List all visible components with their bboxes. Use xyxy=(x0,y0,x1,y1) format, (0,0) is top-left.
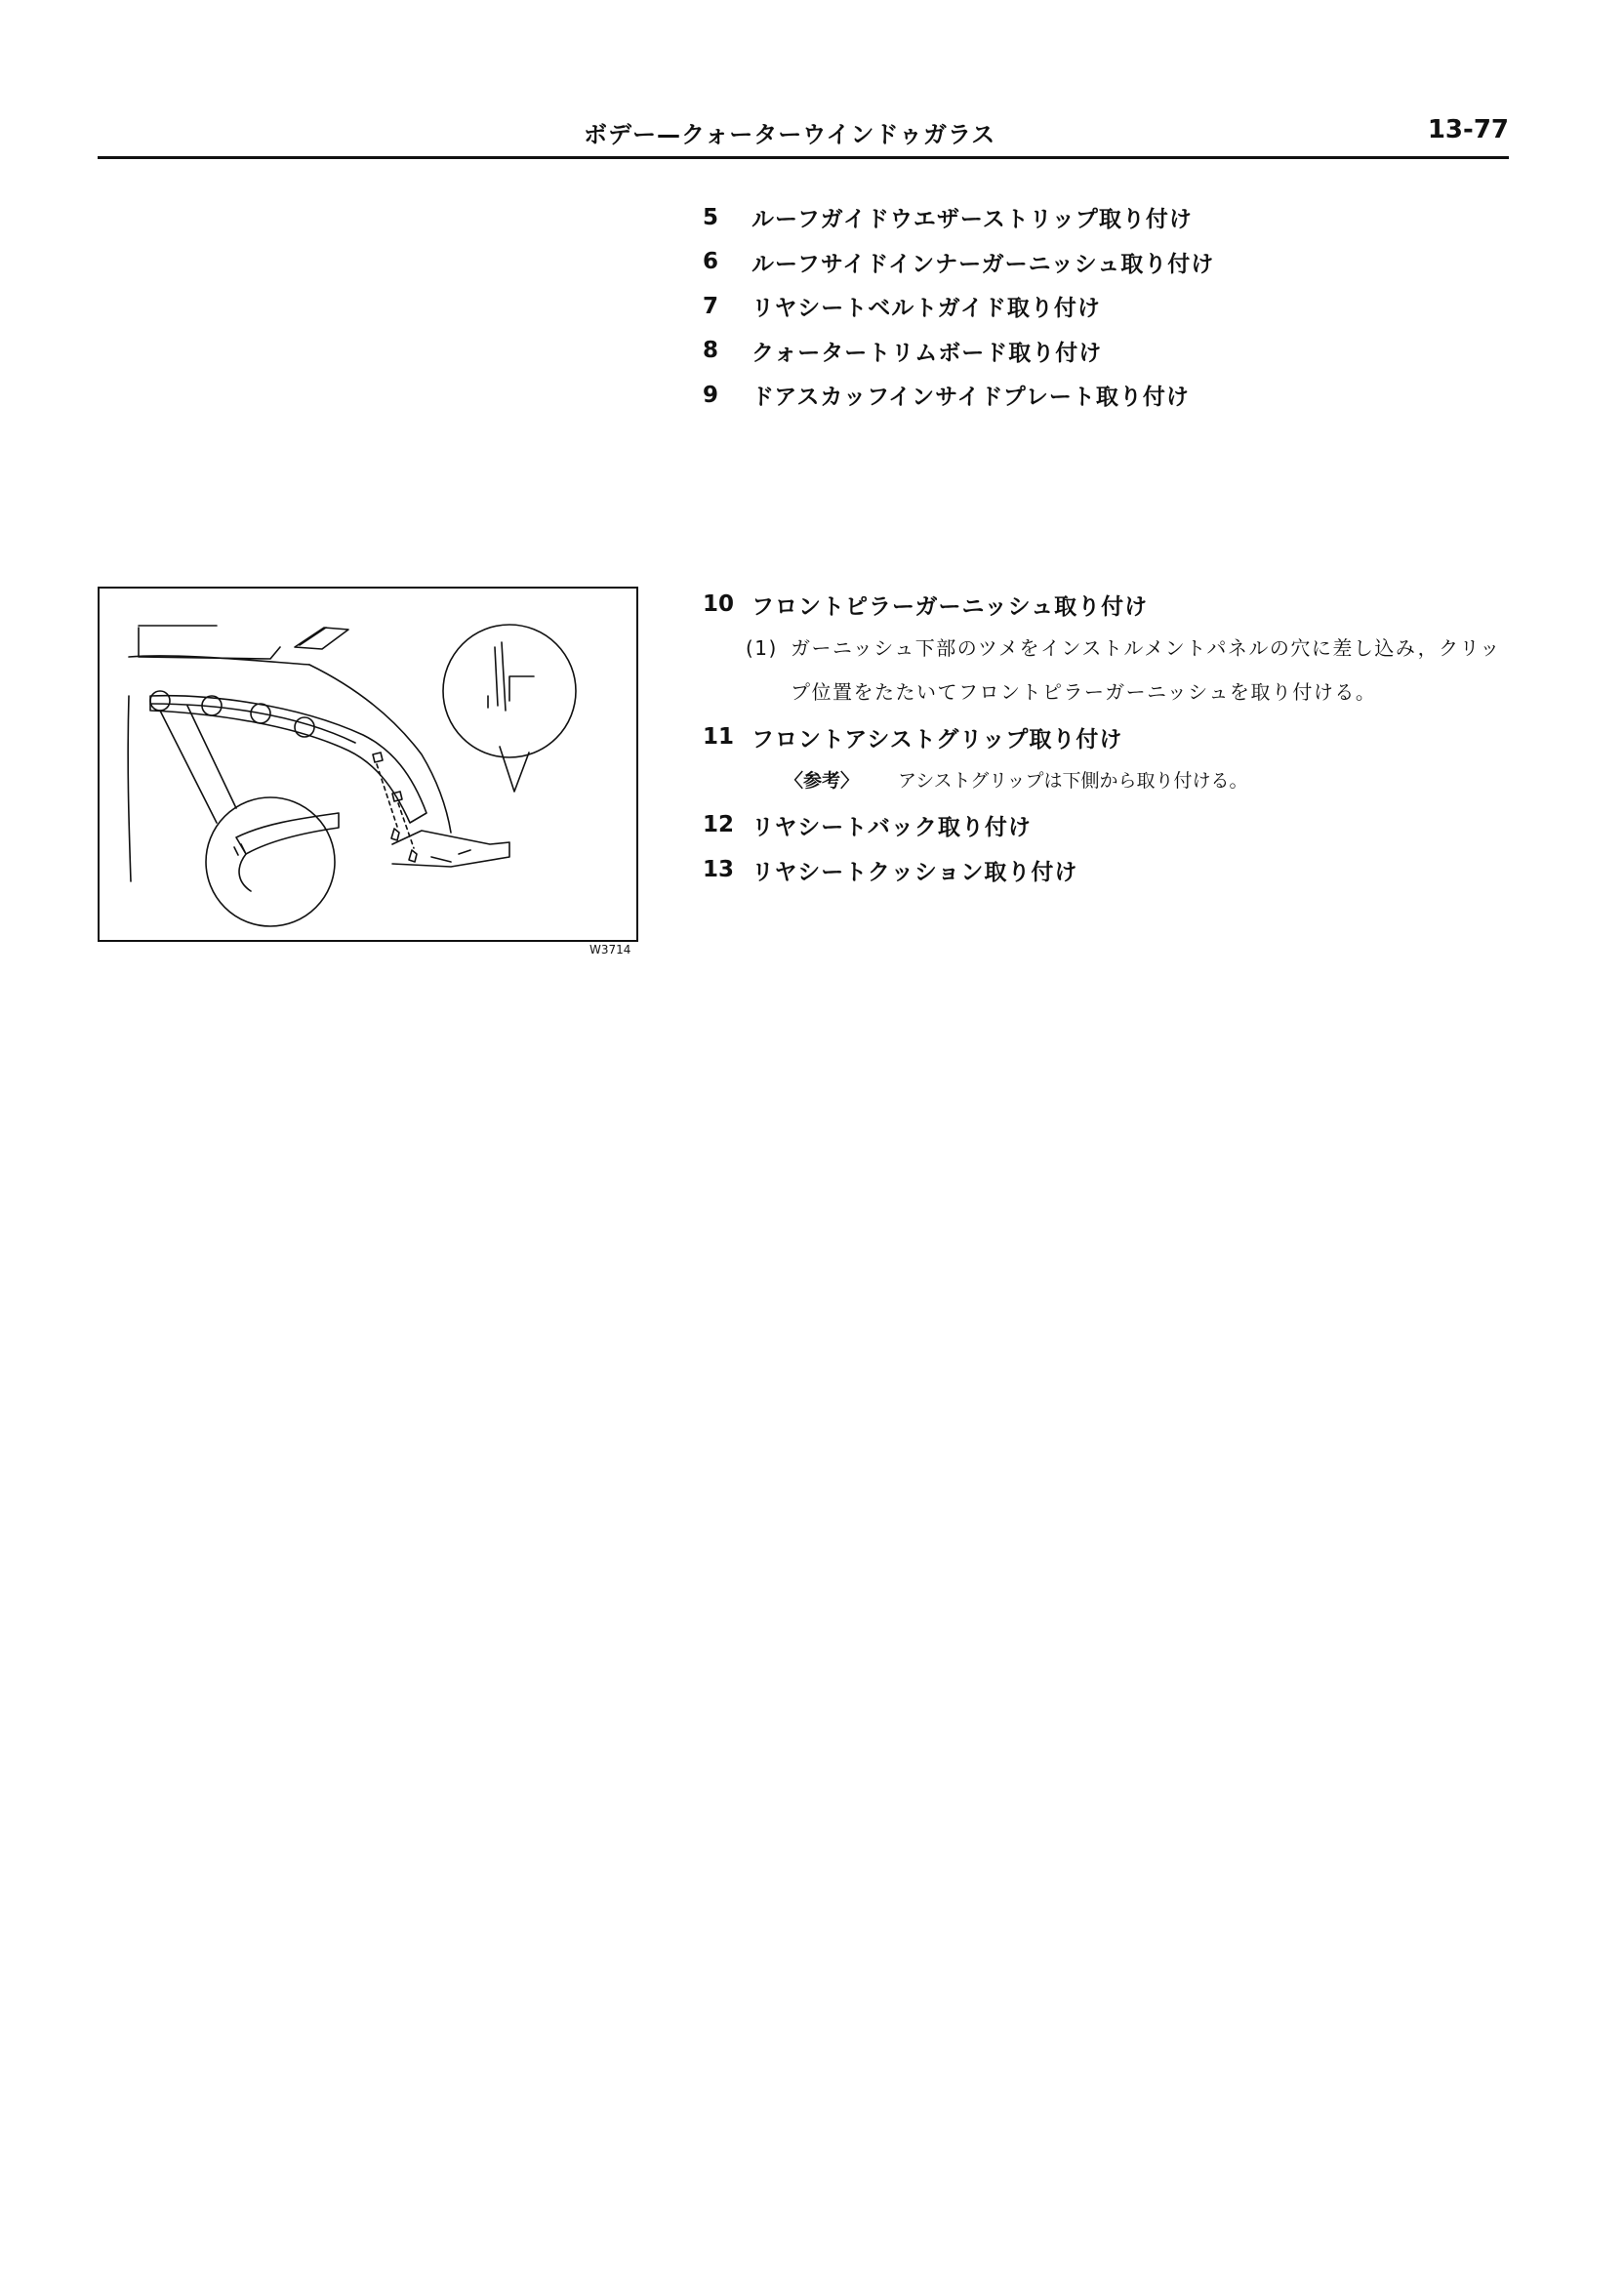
step-text: クォータートリムボード取り付け xyxy=(751,340,1103,366)
screw-guide-line xyxy=(377,764,397,827)
step-number: 13 xyxy=(703,857,735,882)
callout-pointer xyxy=(160,706,236,823)
list-item xyxy=(703,714,1532,759)
screw-hole xyxy=(373,753,383,762)
sub-step-number: (1) xyxy=(746,636,778,660)
clip xyxy=(150,691,170,711)
step-number: 12 xyxy=(703,812,735,837)
door-edge xyxy=(128,696,131,881)
step-text: ルーフサイドインナーガーニッシュ取り付け xyxy=(751,251,1215,277)
step-text: フロントピラーガーニッシュ取り付け xyxy=(751,593,1149,620)
callout-pointer xyxy=(500,747,529,792)
list-item xyxy=(703,802,1532,847)
page-title: ボデー—クォーターウインドゥガラス xyxy=(584,121,996,148)
mirror-bracket-detail xyxy=(300,628,326,645)
list-item xyxy=(703,847,1532,892)
header-divider xyxy=(98,156,1509,159)
steps-list-top xyxy=(703,195,1532,418)
note-text: アシストグリップは下側から取り付ける。 xyxy=(898,770,1248,792)
detail-pillar-section xyxy=(495,642,506,711)
figure-linework xyxy=(128,625,576,926)
note-label: 〈参考〉 xyxy=(785,770,860,792)
steps-list-bottom xyxy=(703,582,1532,892)
detail-hook xyxy=(509,676,534,701)
step-text: リヤシートクッション取り付け xyxy=(751,859,1078,885)
step-text: リヤシートベルトガイド取り付け xyxy=(751,296,1101,322)
pillar-garnish-edge xyxy=(150,704,355,743)
screw-guide-line xyxy=(398,803,414,848)
step-number: 9 xyxy=(703,382,719,408)
step-text: リヤシートバック取り付け xyxy=(751,814,1032,840)
windshield-edge xyxy=(139,628,280,659)
step-number: 7 xyxy=(703,293,719,319)
figure-front-pillar-garnish xyxy=(98,587,638,942)
screw xyxy=(391,829,399,840)
detail-garnish-clip xyxy=(236,813,339,854)
list-item xyxy=(703,240,1532,285)
step-number: 5 xyxy=(703,204,719,230)
step-number: 6 xyxy=(703,249,719,275)
figure-id: W3714 xyxy=(589,943,631,957)
sub-step-text: ガーニッシュ下部のツメをインストルメントパネルの穴に差し込み，クリップ位置をたたいてフロントピラーガーニッシュを取り付ける。 xyxy=(791,636,1501,704)
step-text: ドアスカッフインサイドプレート取り付け xyxy=(751,385,1190,411)
detail-garnish-curve xyxy=(239,854,251,891)
step-text: ルーフガイドウエザーストリップ取り付け xyxy=(751,207,1193,233)
page-number: 13-77 xyxy=(1427,115,1509,144)
sub-step xyxy=(746,627,1532,714)
panel-detail xyxy=(431,850,470,862)
a-pillar-line xyxy=(309,665,451,833)
step-text: フロントアシストグリップ取り付け xyxy=(751,726,1123,753)
screw xyxy=(409,850,417,862)
step-number: 10 xyxy=(703,591,735,617)
list-item xyxy=(703,195,1532,240)
list-item xyxy=(703,582,1532,627)
step-number: 11 xyxy=(703,724,735,750)
screw-hole xyxy=(392,792,402,801)
list-item xyxy=(703,373,1532,418)
figure-illustration xyxy=(100,589,636,940)
reference-note xyxy=(785,759,1532,802)
list-item xyxy=(703,329,1532,374)
detail-tabs xyxy=(234,844,245,855)
step-number: 8 xyxy=(703,338,719,364)
list-item xyxy=(703,284,1532,329)
